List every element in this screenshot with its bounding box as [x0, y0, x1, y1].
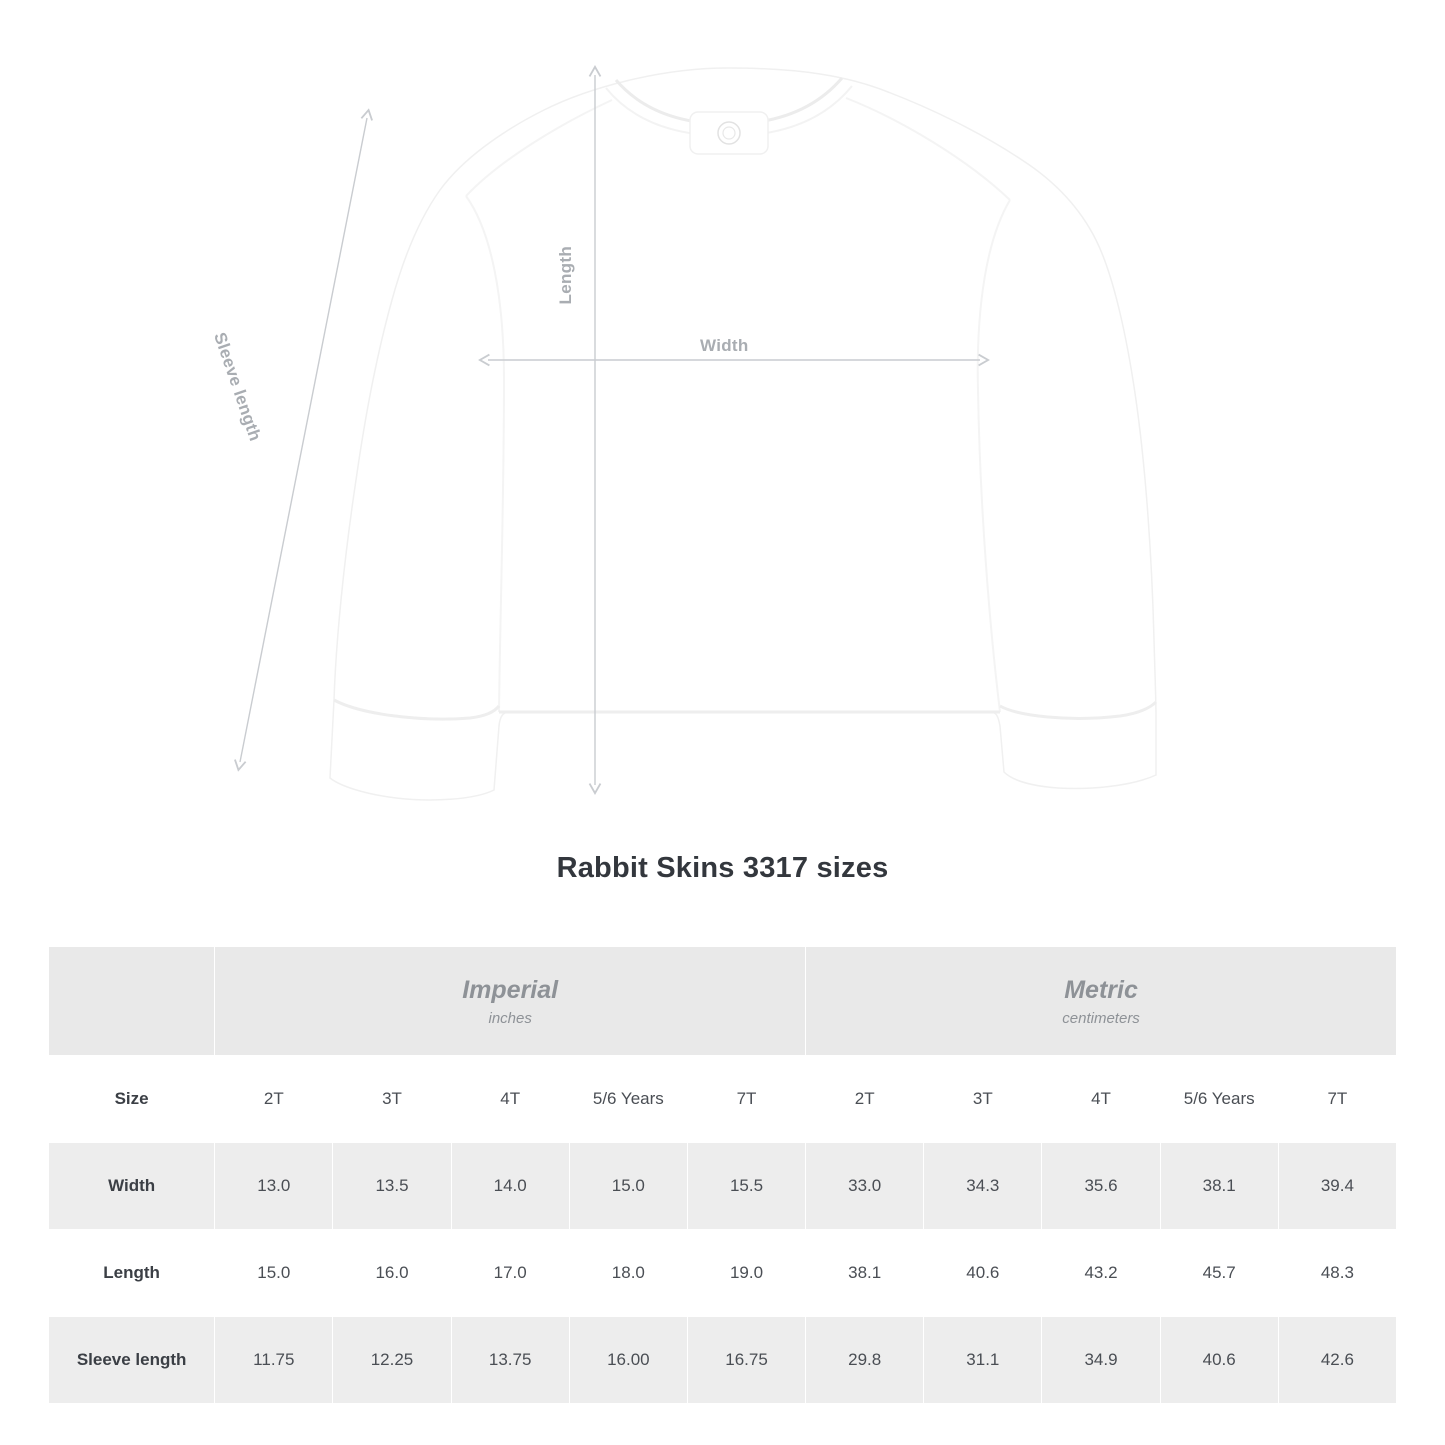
size-table — [48, 946, 1397, 1404]
header-col-7: 4T — [1042, 1056, 1160, 1143]
cell-length-3: 18.0 — [569, 1230, 687, 1317]
cell-sleeve-5: 29.8 — [806, 1317, 924, 1404]
cell-width-5: 33.0 — [806, 1143, 924, 1230]
cell-sleeve-6: 31.1 — [924, 1317, 1042, 1404]
cell-length-0: 15.0 — [215, 1230, 333, 1317]
cell-length-7: 43.2 — [1042, 1230, 1160, 1317]
header-col-5: 2T — [806, 1056, 924, 1143]
cell-width-8: 38.1 — [1160, 1143, 1278, 1230]
unit-header-row — [49, 947, 1397, 1056]
table-row — [49, 1230, 1397, 1317]
cell-length-9: 48.3 — [1278, 1230, 1396, 1317]
cell-length-6: 40.6 — [924, 1230, 1042, 1317]
cell-width-9: 39.4 — [1278, 1143, 1396, 1230]
header-col-2: 4T — [451, 1056, 569, 1143]
cell-length-4: 19.0 — [687, 1230, 805, 1317]
header-col-1: 3T — [333, 1056, 451, 1143]
header-col-8: 5/6 Years — [1160, 1056, 1278, 1143]
cell-length-2: 17.0 — [451, 1230, 569, 1317]
table-row — [49, 1317, 1397, 1404]
cell-width-6: 34.3 — [924, 1143, 1042, 1230]
cell-length-1: 16.0 — [333, 1230, 451, 1317]
cell-sleeve-8: 40.6 — [1160, 1317, 1278, 1404]
page-title: Rabbit Skins 3317 sizes — [556, 852, 889, 884]
column-header-row — [49, 1056, 1397, 1143]
cell-sleeve-1: 12.25 — [333, 1317, 451, 1404]
header-col-0: 2T — [215, 1056, 333, 1143]
unit-header-metric — [806, 947, 1397, 1056]
table-row — [49, 1143, 1397, 1230]
sleeve-length-label: Sleeve length — [210, 330, 265, 444]
cell-length-8: 45.7 — [1160, 1230, 1278, 1317]
header-col-6: 3T — [924, 1056, 1042, 1143]
cell-width-1: 13.5 — [333, 1143, 451, 1230]
cell-width-7: 35.6 — [1042, 1143, 1160, 1230]
header-col-3: 5/6 Years — [569, 1056, 687, 1143]
size-table-container — [48, 946, 1397, 1404]
cell-width-0: 13.0 — [215, 1143, 333, 1230]
cell-width-2: 14.0 — [451, 1143, 569, 1230]
unit-metric-sub: centimeters — [1062, 1010, 1140, 1028]
cell-length-5: 38.1 — [806, 1230, 924, 1317]
cell-sleeve-2: 13.75 — [451, 1317, 569, 1404]
length-label: Length — [556, 246, 575, 305]
unit-header-imperial — [215, 947, 806, 1056]
sweatshirt-shape — [330, 68, 1156, 800]
cell-sleeve-9: 42.6 — [1278, 1317, 1396, 1404]
header-col-4: 7T — [687, 1056, 805, 1143]
cell-width-4: 15.5 — [687, 1143, 805, 1230]
cell-sleeve-4: 16.75 — [687, 1317, 805, 1404]
unit-imperial-sub: inches — [488, 1010, 532, 1028]
width-label: Width — [700, 336, 749, 355]
cell-sleeve-0: 11.75 — [215, 1317, 333, 1404]
row-label-sleeve-length: Sleeve length — [49, 1317, 215, 1404]
header-col-9: 7T — [1278, 1056, 1396, 1143]
row-label-width: Width — [49, 1143, 215, 1230]
unit-metric-name: Metric — [1064, 975, 1138, 1004]
cell-sleeve-7: 34.9 — [1042, 1317, 1160, 1404]
unit-imperial-name: Imperial — [462, 975, 559, 1004]
header-size: Size — [49, 1056, 215, 1143]
row-label-length: Length — [49, 1230, 215, 1317]
cell-width-3: 15.0 — [569, 1143, 687, 1230]
unit-header-spacer — [49, 947, 215, 1056]
cell-sleeve-3: 16.00 — [569, 1317, 687, 1404]
